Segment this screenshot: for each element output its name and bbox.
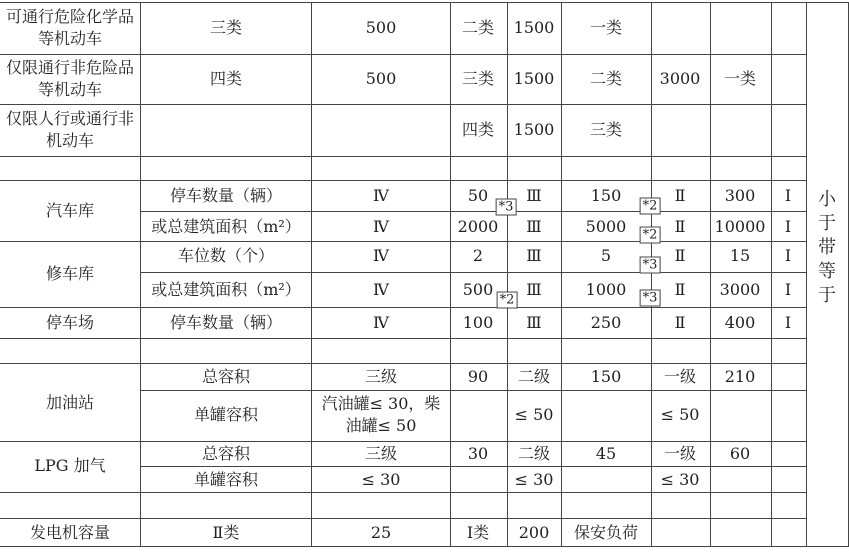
cell: 四类 — [461, 120, 495, 139]
cell: 500 — [365, 18, 397, 37]
rule — [710, 2, 711, 546]
cell: Ⅲ — [526, 217, 542, 236]
cell: 1500 — [513, 69, 555, 88]
cell: 10000 — [714, 217, 766, 236]
rule — [140, 211, 806, 212]
row-label: 发电机容量 — [29, 523, 111, 542]
cell: 一级 — [663, 367, 697, 386]
rule — [450, 2, 451, 546]
row-label: 修车库 — [45, 264, 95, 283]
cell: ≤ 50 — [514, 405, 554, 424]
cell: Ⅱ — [674, 313, 686, 332]
cell: 保安负荷 — [573, 523, 639, 542]
cell: 一类 — [723, 69, 757, 88]
cell: 200 — [518, 523, 550, 542]
rule — [0, 441, 806, 442]
cell: Ⅲ — [526, 280, 542, 299]
cell: 1500 — [513, 120, 555, 139]
cell: 三类 — [209, 18, 243, 37]
cell: 1500 — [513, 18, 555, 37]
cell: Ⅰ — [784, 186, 792, 205]
cell: Ⅲ — [526, 246, 542, 265]
footnote-mark: *3 — [640, 257, 661, 274]
cell: 二级 — [517, 367, 551, 386]
sub-label: 停车数量（辆） — [169, 313, 283, 332]
cell: 二类 — [461, 18, 495, 37]
rule — [651, 2, 652, 546]
row-label: 仅限通行非危险品等机动车 — [5, 58, 134, 99]
row-label: 仅限人行或通行非机动车 — [5, 109, 134, 150]
cell: 400 — [724, 313, 756, 332]
cell: Ⅱ — [674, 246, 686, 265]
rule — [0, 518, 806, 519]
row-label: 汽车库 — [45, 201, 95, 220]
cell: 一类 — [589, 18, 623, 37]
cell: 一级 — [663, 444, 697, 463]
cell: 150 — [590, 186, 622, 205]
cell: 2 — [472, 246, 484, 265]
cell: Ⅳ — [373, 246, 389, 265]
cell: 5000 — [585, 217, 627, 236]
sub-label: 总容积 — [201, 444, 251, 463]
cell: Ⅳ — [373, 217, 389, 236]
footnote-mark: *3 — [640, 290, 661, 307]
side-label: 小于带等于 — [818, 189, 836, 306]
cell: 30 — [467, 444, 489, 463]
row-label: LPG 加气 — [34, 456, 106, 475]
cell: 5 — [600, 246, 612, 265]
cell: 3000 — [659, 69, 701, 88]
cell: 三级 — [364, 444, 398, 463]
cell: 三类 — [589, 120, 623, 139]
row-label: 停车场 — [45, 313, 95, 332]
rule — [507, 2, 508, 546]
cell: 3000 — [719, 280, 761, 299]
cell: Ⅰ — [784, 280, 792, 299]
row-label: 加油站 — [45, 393, 95, 412]
sub-label: 单罐容积 — [193, 405, 259, 424]
cell: 三类 — [461, 69, 495, 88]
row-label: 可通行危险化学品等机动车 — [5, 7, 134, 48]
cell: 50 — [467, 186, 489, 205]
cell: Ⅰ — [784, 313, 792, 332]
cell: 汽油罐≤ 30，柴油罐≤ 50 — [321, 394, 441, 435]
cell: Ⅰ — [784, 246, 792, 265]
rule — [0, 180, 806, 181]
cell: Ⅰ类 — [466, 523, 490, 542]
rule — [311, 2, 312, 546]
cell: 25 — [370, 523, 392, 542]
cell: 45 — [595, 444, 617, 463]
sub-label: 停车数量（辆） — [169, 186, 283, 205]
rule — [561, 2, 562, 546]
rule — [771, 2, 772, 546]
footnote-mark: *3 — [496, 199, 517, 216]
sub-label: 总容积 — [201, 367, 251, 386]
rule — [0, 307, 806, 308]
cell: 90 — [467, 367, 489, 386]
cell: ≤ 50 — [660, 405, 700, 424]
cell: 1000 — [585, 280, 627, 299]
cell: 三级 — [364, 367, 398, 386]
rule — [0, 363, 806, 364]
rule — [0, 156, 806, 157]
rule — [0, 241, 806, 242]
cell: 15 — [729, 246, 751, 265]
sub-label: 车位数（个） — [177, 246, 275, 265]
cell: Ⅲ — [526, 186, 542, 205]
rule — [140, 466, 806, 467]
cell: 300 — [724, 186, 756, 205]
cell: 二级 — [517, 444, 551, 463]
cell: ≤ 30 — [361, 470, 401, 489]
cell: 250 — [590, 313, 622, 332]
cell: 60 — [729, 444, 751, 463]
cell: 100 — [462, 313, 494, 332]
sub-label: 单罐容积 — [193, 470, 259, 489]
cell: 四类 — [209, 69, 243, 88]
cell: Ⅱ — [674, 280, 686, 299]
cell: 500 — [462, 280, 494, 299]
rule — [0, 2, 849, 3]
cell: Ⅳ — [373, 313, 389, 332]
cell: ≤ 30 — [514, 470, 554, 489]
rule — [0, 104, 806, 105]
rule — [0, 546, 849, 547]
cell: 二类 — [589, 69, 623, 88]
cell: 150 — [590, 367, 622, 386]
cell: Ⅱ类 — [212, 523, 240, 542]
sub-label: 或总建筑面积（m²） — [151, 217, 301, 236]
rule — [0, 54, 806, 55]
rule — [0, 492, 806, 493]
cell: 2000 — [457, 217, 499, 236]
footnote-mark: *2 — [497, 292, 518, 309]
cell: 210 — [724, 367, 756, 386]
cell: Ⅳ — [373, 280, 389, 299]
cell: Ⅳ — [373, 186, 389, 205]
cell: Ⅱ — [674, 217, 686, 236]
cell: Ⅰ — [784, 217, 792, 236]
rule — [140, 390, 806, 391]
footnote-mark: *2 — [640, 198, 661, 215]
cell: ≤ 30 — [660, 470, 700, 489]
rule — [0, 338, 806, 339]
rule — [806, 2, 807, 546]
rule — [140, 2, 141, 546]
sub-label: 或总建筑面积（m²） — [151, 280, 301, 299]
cell: Ⅱ — [674, 186, 686, 205]
cell: 500 — [365, 69, 397, 88]
footnote-mark: *2 — [640, 227, 661, 244]
rule — [140, 272, 806, 273]
cell: Ⅲ — [526, 313, 542, 332]
